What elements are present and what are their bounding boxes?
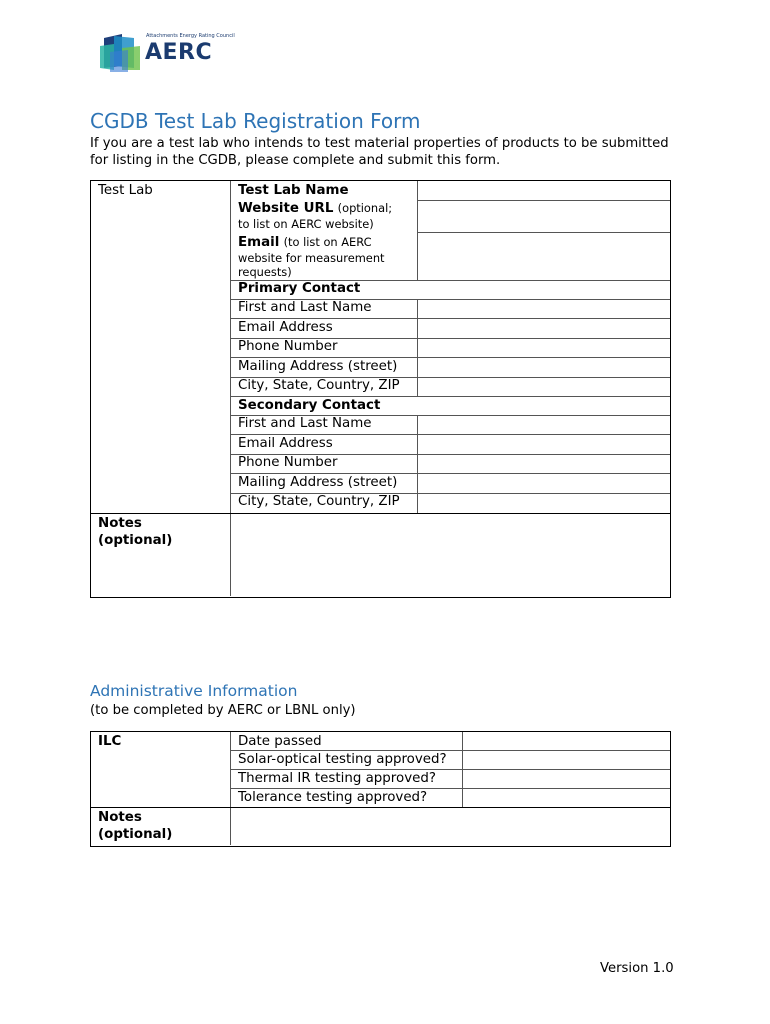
aerc-logo [100, 32, 235, 72]
primary-field-label: Phone Number [238, 339, 338, 354]
primary-field-label: First and Last Name [238, 300, 372, 315]
primary-contact-heading: Primary Contact [238, 281, 361, 296]
primary-phone-input[interactable] [419, 339, 669, 356]
primary-name-input[interactable] [419, 300, 669, 317]
primary-field-label: City, State, Country, ZIP [238, 378, 400, 393]
admin-field-label: Tolerance testing approved? [238, 790, 428, 805]
admin-section-title: Administrative Information [90, 682, 298, 700]
secondary-field-label: Email Address [238, 436, 333, 451]
primary-email-input[interactable] [419, 319, 669, 337]
website-url-label: Website URL (optional; [238, 201, 393, 216]
test-lab-name-label: Test Lab Name [238, 183, 349, 198]
primary-street-input[interactable] [419, 358, 669, 376]
email-note-line-3: requests) [238, 265, 292, 279]
ilc-label: ILC [98, 734, 122, 749]
website-url-field[interactable] [419, 201, 669, 231]
intro-paragraph: If you are a test lab who intends to test material properties of products to be submitted for listing in the CGDB, please complete and submit this form. [90, 136, 669, 168]
secondary-field-label: First and Last Name [238, 416, 372, 431]
thermal-ir-input[interactable] [464, 770, 669, 787]
logo-tagline: Attachments Energy Rating Council [146, 33, 235, 39]
admin-notes-label: Notes [98, 810, 142, 825]
admin-section-subtitle: (to be completed by AERC or LBNL only) [90, 703, 356, 718]
email-field[interactable] [419, 233, 669, 279]
secondary-email-input[interactable] [419, 435, 669, 453]
date-passed-input[interactable] [464, 732, 669, 749]
test-lab-label: Test Lab [98, 183, 153, 198]
notes-optional-label: (optional) [98, 533, 173, 548]
notes-field[interactable] [232, 515, 669, 596]
logo-name: AERC [145, 40, 213, 65]
tolerance-input[interactable] [464, 789, 669, 806]
version-label: Version 1.0 [600, 961, 674, 976]
secondary-field-label: Phone Number [238, 455, 338, 470]
secondary-name-input[interactable] [419, 416, 669, 433]
admin-notes-field[interactable] [232, 809, 669, 845]
admin-field-label: Thermal IR testing approved? [238, 771, 436, 786]
test-lab-name-field[interactable] [419, 182, 669, 200]
secondary-field-label: Mailing Address (street) [238, 475, 398, 490]
secondary-field-label: City, State, Country, ZIP [238, 494, 400, 509]
email-label: Email (to list on AERC [238, 235, 372, 250]
primary-field-label: Mailing Address (street) [238, 359, 398, 374]
secondary-street-input[interactable] [419, 474, 669, 492]
primary-field-label: Email Address [238, 320, 333, 335]
notes-label: Notes [98, 516, 142, 531]
solar-optical-input[interactable] [464, 751, 669, 768]
admin-field-label: Solar-optical testing approved? [238, 752, 447, 767]
primary-city-input[interactable] [419, 378, 669, 395]
secondary-city-input[interactable] [419, 494, 669, 512]
aerc-logo-mark [100, 32, 144, 72]
admin-field-label: Date passed [238, 734, 322, 749]
website-url-note: to list on AERC website) [238, 217, 374, 231]
admin-notes-optional-label: (optional) [98, 827, 173, 842]
secondary-phone-input[interactable] [419, 455, 669, 472]
form-title: CGDB Test Lab Registration Form [90, 109, 421, 133]
email-note-line-2: website for measurement [238, 251, 385, 265]
secondary-contact-heading: Secondary Contact [238, 398, 381, 413]
